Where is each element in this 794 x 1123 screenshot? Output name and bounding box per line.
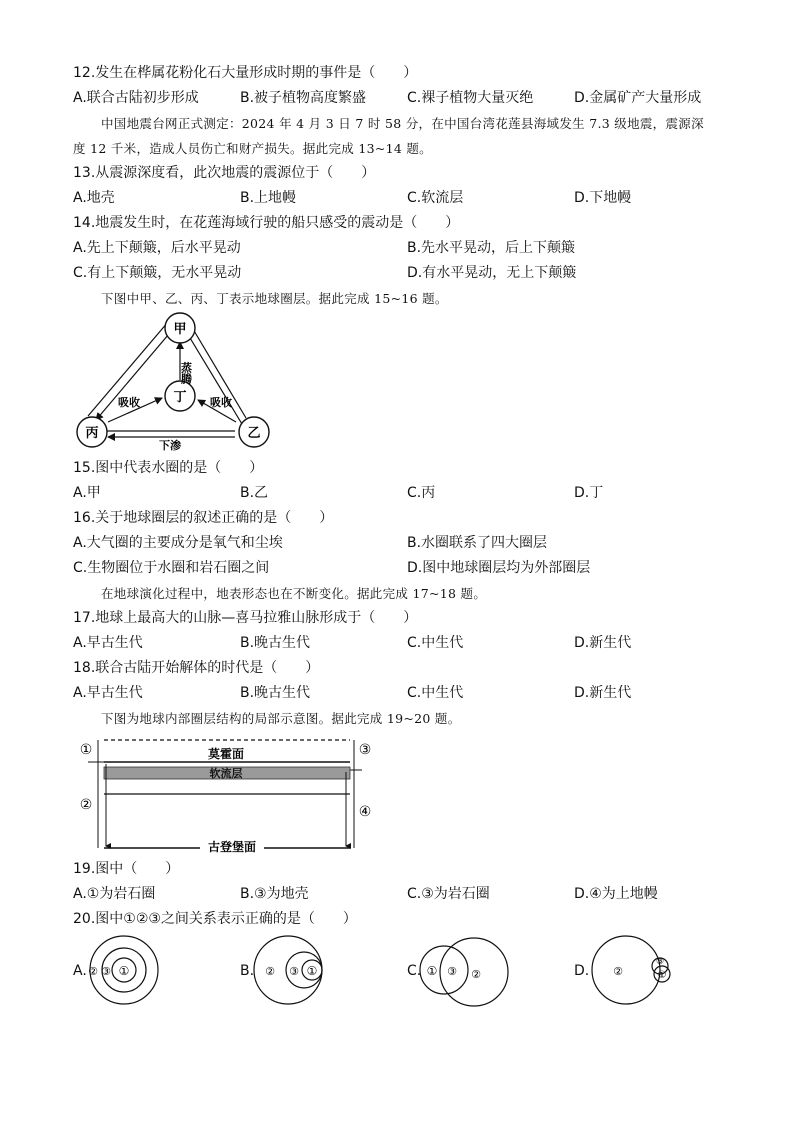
intro-13-14-line1: 中国地震台网正式测定：2024 年 4 月 3 日 7 时 58 分，在中国台湾花莲县海域发生 7.3 级地震，震源深	[101, 116, 704, 131]
label-yi: 乙	[247, 426, 261, 441]
q13-option-b[interactable]: B.上地幔	[240, 190, 297, 206]
earth-interior-diagram	[76, 734, 380, 856]
q14-option-a[interactable]: A.先上下颠簸，后水平晃动	[73, 240, 241, 256]
q18-stem: 18.联合古陆开始解体的时代是（ ）	[73, 660, 320, 676]
q20-option-b-label[interactable]: B.	[240, 963, 255, 979]
marker-3: ③	[358, 742, 372, 758]
q12-option-d[interactable]: D.金属矿产大量形成	[574, 90, 702, 106]
q20c-m3: ③	[447, 965, 457, 978]
q16-stem: 16.关于地球圈层的叙述正确的是（ ）	[73, 510, 334, 526]
q12-option-b[interactable]: B.被子植物高度繁盛	[240, 90, 367, 106]
q18-option-d[interactable]: D.新生代	[574, 685, 632, 701]
q13-option-a[interactable]: A.地壳	[73, 190, 115, 206]
q20-option-d-figure[interactable]	[588, 934, 672, 1006]
q20d-m3: ③	[655, 957, 665, 967]
q19-option-b[interactable]: B.③为地壳	[240, 886, 309, 902]
intro-17-18: 在地球演化过程中，地表形态也在不断变化。据此完成 17~18 题。	[101, 586, 487, 601]
q17-option-d[interactable]: D.新生代	[574, 635, 632, 651]
q14-stem: 14.地震发生时，在花莲海域行驶的船只感受的震动是（ ）	[73, 215, 460, 231]
intro-15-16: 下图中甲、乙、丙、丁表示地球圈层。据此完成 15~16 题。	[101, 291, 448, 306]
q14-option-b[interactable]: B.先水平晃动，后上下颠簸	[407, 240, 576, 256]
q20d-m1: ①	[657, 970, 667, 981]
label-ding: 丁	[173, 390, 187, 405]
q19-option-c[interactable]: C.③为岩石圈	[407, 886, 490, 902]
q14-option-c[interactable]: C.有上下颠簸，无水平晃动	[73, 265, 242, 281]
intro-19-20: 下图为地球内部圈层结构的局部示意图。据此完成 19~20 题。	[101, 711, 461, 726]
q13-option-d[interactable]: D.下地幔	[574, 190, 632, 206]
q13-stem: 13.从震源深度看，此次地震的震源位于（ ）	[73, 165, 376, 181]
q20-option-a-figure[interactable]	[84, 934, 168, 1006]
q20-option-c-figure[interactable]	[418, 934, 518, 1008]
q16-option-d[interactable]: D.图中地球圈层均为外部圈层	[407, 560, 591, 576]
label-zhengteng: 蒸腾	[179, 362, 193, 384]
q20b-m2: ②	[265, 965, 275, 978]
q12-stem: 12.发生在桦属花粉化石大量形成时期的事件是（ ）	[73, 65, 418, 81]
label-xishou-left: 吸收	[118, 396, 140, 409]
sphere-cycle-diagram	[70, 310, 280, 456]
q12-option-a[interactable]: A.联合古陆初步形成	[73, 90, 199, 106]
label-asthenosphere: 软流层	[209, 767, 243, 780]
q15-stem: 15.图中代表水圈的是（ ）	[73, 460, 264, 476]
marker-4: ④	[358, 804, 372, 820]
q17-option-c[interactable]: C.中生代	[407, 635, 464, 651]
label-moho: 莫霍面	[207, 747, 245, 761]
q20c-m1: ①	[426, 964, 438, 978]
q20a-m2: ②	[88, 965, 98, 978]
q19-option-a[interactable]: A.①为岩石圈	[73, 886, 156, 902]
label-xiashen: 下渗	[159, 439, 181, 452]
q17-stem: 17.地球上最高大的山脉—喜马拉雅山脉形成于（ ）	[73, 610, 418, 626]
q20-option-c-label[interactable]: C.	[407, 963, 422, 979]
q20a-m3: ③	[101, 965, 111, 978]
label-jia: 甲	[173, 322, 187, 337]
q13-option-c[interactable]: C.软流层	[407, 190, 464, 206]
q19-option-d[interactable]: D.④为上地幔	[574, 886, 658, 902]
q20c-m2: ②	[471, 968, 481, 981]
q20b-m3: ③	[289, 965, 299, 978]
q18-option-c[interactable]: C.中生代	[407, 685, 464, 701]
q16-option-a[interactable]: A.大气圈的主要成分是氧气和尘埃	[73, 535, 283, 551]
q16-option-c[interactable]: C.生物圈位于水圈和岩石圈之间	[73, 560, 270, 576]
label-gutenberg: 古登堡面	[207, 840, 257, 854]
q18-option-a[interactable]: A.早古生代	[73, 685, 143, 701]
q20d-m2: ②	[613, 965, 623, 978]
label-xishou-right: 吸收	[210, 396, 232, 409]
q20-stem: 20.图中①②③之间关系表示正确的是（ ）	[73, 911, 357, 927]
q20-option-d-label[interactable]: D.	[574, 963, 590, 979]
intro-13-14-line2: 度 12 千米，造成人员伤亡和财产损失。据此完成 13~14 题。	[73, 141, 432, 156]
q20a-m1: ①	[118, 964, 130, 978]
q16-option-b[interactable]: B.水圈联系了四大圈层	[407, 535, 548, 551]
q18-option-b[interactable]: B.晚古生代	[240, 685, 311, 701]
q15-option-d[interactable]: D.丁	[574, 485, 604, 501]
q15-option-b[interactable]: B.乙	[240, 485, 269, 501]
q15-option-a[interactable]: A.甲	[73, 485, 101, 501]
label-bing: 丙	[85, 426, 99, 441]
marker-1: ①	[79, 742, 93, 758]
q19-stem: 19.图中（ ）	[73, 861, 180, 877]
q20-option-b-figure[interactable]	[250, 934, 334, 1006]
q20-option-a-label[interactable]: A.	[73, 963, 87, 979]
q15-option-c[interactable]: C.丙	[407, 485, 436, 501]
q17-option-a[interactable]: A.早古生代	[73, 635, 143, 651]
q17-option-b[interactable]: B.晚古生代	[240, 635, 311, 651]
q12-option-c[interactable]: C.裸子植物大量灭绝	[407, 90, 534, 106]
q20b-m1: ①	[306, 964, 318, 978]
q14-option-d[interactable]: D.有水平晃动，无上下颠簸	[407, 265, 577, 281]
marker-2: ②	[79, 797, 93, 813]
